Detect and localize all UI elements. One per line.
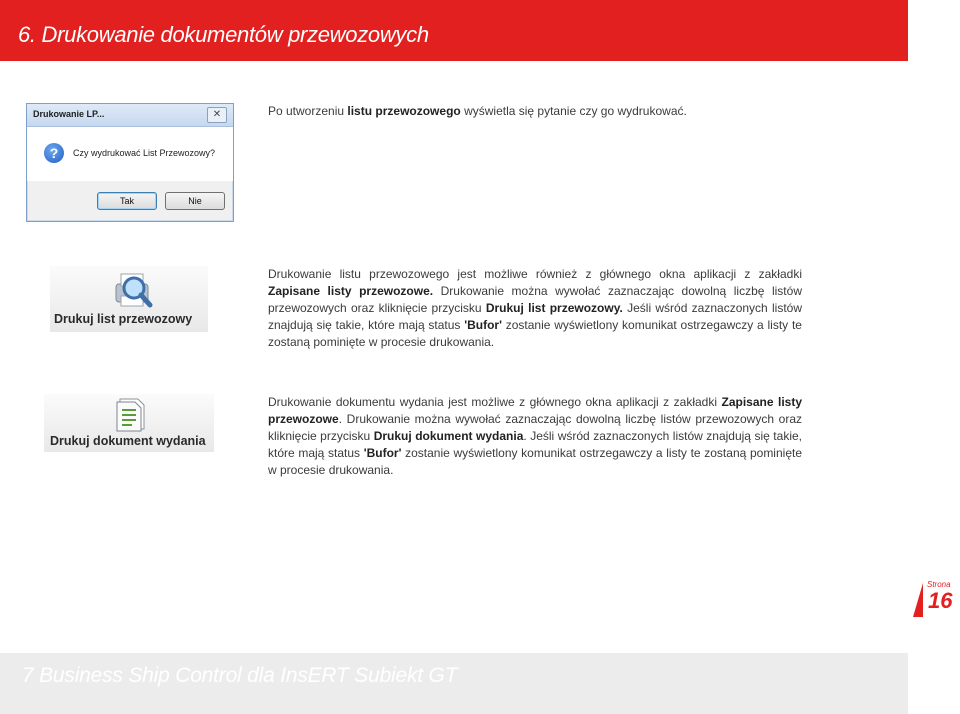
- intro-bold-1: listu przewozowego: [347, 104, 461, 118]
- intro-text-2: wyświetla się pytanie czy go wydrukować.: [460, 104, 687, 118]
- dialog-body: [27, 127, 233, 181]
- s1-bold-1: Zapisane listy przewozowe.: [268, 284, 434, 298]
- page-number-accent: [913, 583, 923, 617]
- s1-text-4: zostanie wyświetlony komunikat ostrzegawczy a listy te zostaną pominięte w procesie drukowania.: [268, 318, 802, 349]
- s2-text-3: . Jeśli wśród zaznaczonych listów znajdują się takie, które mają status: [268, 429, 802, 460]
- footer-bar: [0, 653, 908, 714]
- dialog-titlebar: [27, 104, 233, 127]
- header-bar: [0, 0, 908, 61]
- s2-bold-3: 'Bufor': [363, 446, 402, 460]
- s1-text-3: Jeśli wśród zaznaczonych listów znajdują się takie, które mają status: [268, 301, 802, 332]
- question-icon: ?: [44, 143, 64, 163]
- dialog-title: Drukowanie LP...: [33, 109, 105, 119]
- s1-bold-3: 'Bufor': [464, 318, 502, 332]
- s1-bold-2: Drukuj list przewozowy.: [485, 301, 623, 315]
- no-button[interactable]: Nie: [165, 192, 225, 210]
- yes-button[interactable]: Tak: [97, 192, 157, 210]
- page-label: Strona: [927, 580, 951, 589]
- footer-text: 7 Business Ship Control dla InsERT Subiekt GT: [22, 664, 458, 687]
- s2-bold-2: Drukuj dokument wydania: [373, 429, 524, 443]
- print-waybill-toolbar-button[interactable]: [50, 266, 208, 332]
- intro-paragraph: [268, 103, 828, 120]
- page-title: 6. Drukowanie dokumentów przewozowych: [18, 22, 429, 47]
- s2-bold-1: Zapisane listy przewozowe: [268, 395, 802, 426]
- section2-paragraph: [268, 394, 802, 479]
- s2-text-2: . Drukowanie można wywołać zaznaczając dowolną liczbę listów przewozowych oraz kliknięcie przycisku: [268, 412, 802, 443]
- print-search-icon: [110, 268, 156, 312]
- intro-text-1: Po utworzeniu: [268, 104, 348, 118]
- section1-paragraph: [268, 266, 802, 351]
- s2-text-1: Drukowanie dokumentu wydania jest możliwe z głównego okna aplikacji z zakładki: [268, 395, 722, 409]
- s1-text-2: Drukowanie można wywołać zaznaczając dowolną liczbę listów przewozowych oraz kliknięcie przycisku: [268, 284, 802, 315]
- page-number: 16: [928, 588, 953, 613]
- s1-text-1: Drukowanie listu przewozowego jest możliwe również z głównego okna aplikacji z zakładki: [268, 267, 802, 281]
- close-icon[interactable]: ✕: [207, 107, 227, 123]
- s2-text-4: zostanie wyświetlony komunikat ostrzegawczy a listy te zostaną pominięte w procesie drukowania.: [268, 446, 802, 477]
- print-release-doc-toolbar-button[interactable]: [44, 394, 214, 452]
- dialog-question: Czy wydrukować List Przewozowy?: [73, 148, 216, 158]
- print-release-doc-label: Drukuj dokument wydania: [50, 434, 206, 448]
- print-waybill-label: Drukuj list przewozowy: [54, 312, 193, 326]
- print-dialog-screenshot: [26, 103, 234, 222]
- document-list-icon: [114, 396, 148, 432]
